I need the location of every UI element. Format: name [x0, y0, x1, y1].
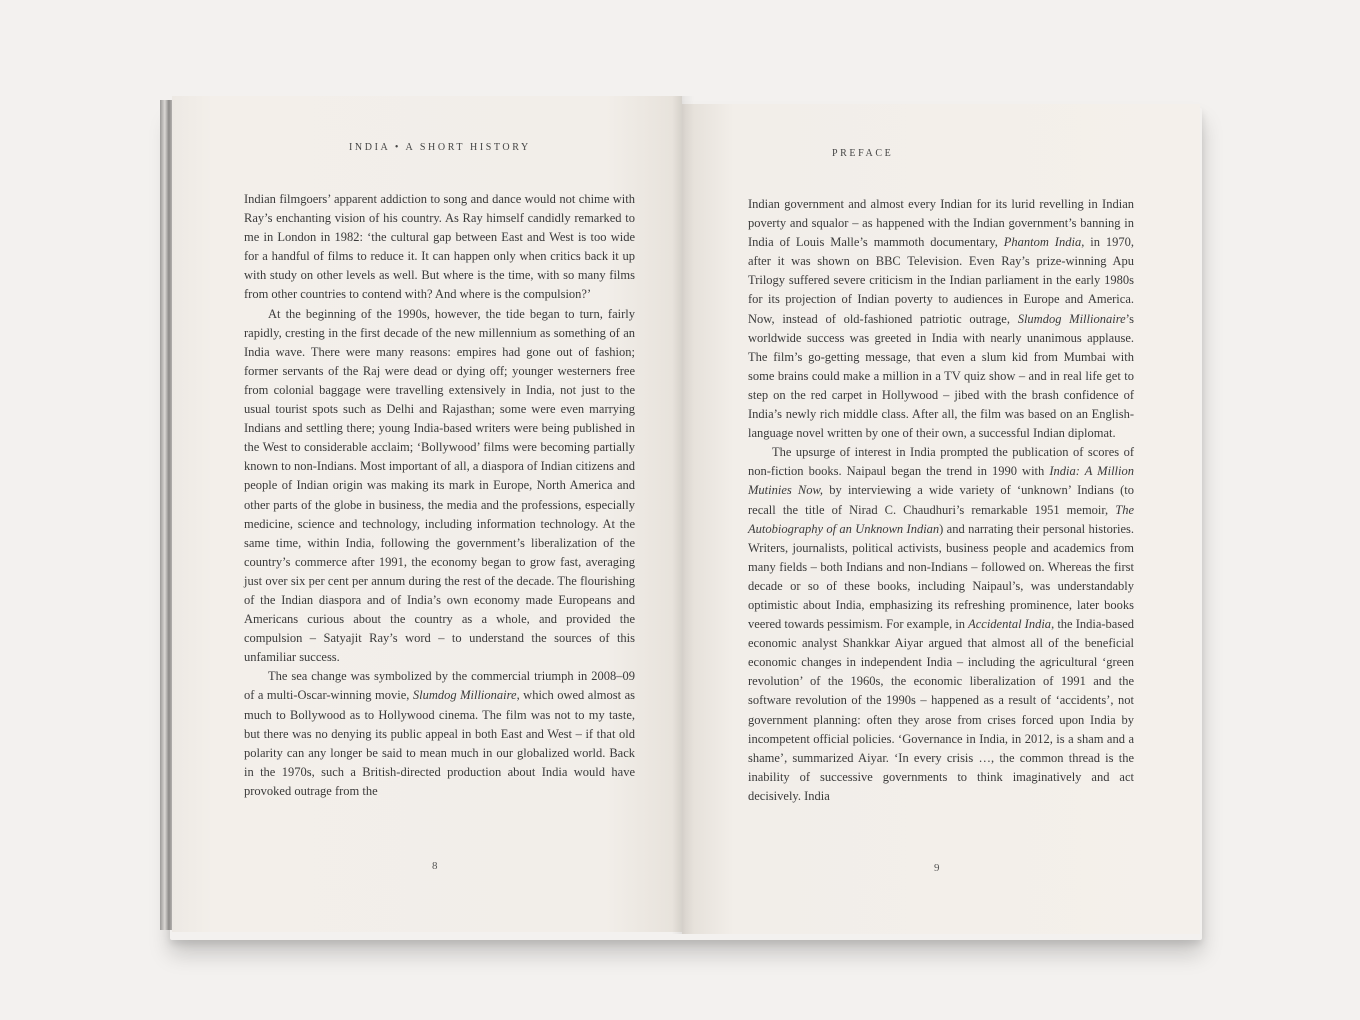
- italic-title: Slumdog Millionaire: [1017, 311, 1126, 326]
- text-run: ’s worldwide success was greeted in India with nearly unanimous applause. The film’s go-getting message, that even a slum kid from Mumbai with some brains could make a million in a TV quiz show – and in real life get to step on the red carpet in Hollywood – jibed with the brash confidence of India’s newly rich middle class. After all, the film was based on an English-language novel written by one of their own, a successful Indian diplomat.: [748, 311, 1134, 441]
- right-paragraph-1: [748, 195, 1134, 443]
- text-run: At the beginning of the 1990s, however, the tide began to turn, fairly rapidly, cresting in the first decade of the new millennium as something of an India wave. There were many reasons: empires had gone out of fashion; former servants of the Raj were dead or dying off; younger westerners free from colonial baggage were travelling extensively in India, not just to the usual tourist spots such as Delhi and Rajasthan; some were even marrying Indians and settling there; young India-based writers were being published in the West to considerable acclaim; ‘Bollywood’ films were becoming partially known to non-Indians. Most important of all, a diaspora of Indian citizens and people of Indian origin was making its mark in Europe, North America and other parts of the globe in business, the media and the professions, especially medicine, science and technology, including information technology. At the same time, within India, following the government’s liberalization of the country’s commerce after 1991, the economy began to grow fast, averaging just over six per cent per annum during the rest of the decade. The flourishing of the Indian diaspora and of India’s own economy made Europeans and Americans curious about the country as a whole, and provided the compulsion – Satyajit Ray’s word – to understand the sources of this unfamiliar success.: [244, 306, 635, 665]
- text-run: , the India-based economic analyst Shankkar Aiyar argued that almost all of the beneficial economic changes in independent India – including the agricultural ‘green revolution’ of the 1960s, the economic liberalization of 1991 and the software revolution of the 1990s – happened as a result of ‘accidents’, not government planning: often they arose from crises forced upon India by incompetent official policies. ‘Governance in India, in 2012, is a sham and a shame’, summarized Aiyar. ‘In every crisis …, the common thread is the inability of successive governments to think imaginatively and act decisively. India: [748, 617, 1135, 803]
- text-run: by interviewing a wide variety of ‘unknown’ Indians (to recall the title of Nirad C. Chaudhuri’s remarkable 1951 memoir,: [748, 483, 1134, 517]
- left-running-head: INDIA • A SHORT HISTORY: [349, 142, 531, 153]
- text-run: The sea change was symbolized by the commercial triumph in 2008–09 of a multi-Oscar-winning movie,: [244, 669, 635, 703]
- left-page-number: 8: [432, 860, 438, 872]
- text-run: Indian filmgoers’ apparent addiction to song and dance would not chime with Ray’s enchanting vision of his country. As Ray himself candidly remarked to me in London in 1982: ‘the cultural gap between East and West is too wide for a handful of films to reduce it. It can happen only when critics back it up with study on other levels as well. But where is the time, with so many films from other countries to contend with? And where is the compulsion?’: [244, 192, 635, 302]
- left-page-text: [244, 190, 635, 801]
- text-run: ) and narrating their personal histories. Writers, journalists, political activists, business people and academics from many fields – both Indians and non-Indians – followed on. Whereas the first decade or so of these books, including Naipaul’s, was understandably optimistic about India, emphasizing its refreshing prominence, later books veered towards pessimism. For example, in: [748, 521, 1134, 632]
- right-page-number: 9: [934, 862, 940, 874]
- italic-title: India: A Million Mutinies Now,: [748, 464, 1134, 498]
- text-run: The upsurge of interest in India prompted the publication of scores of non-fiction books. Naipaul began the trend in 1990 with: [748, 445, 1134, 479]
- text-run: Indian government and almost every Indian for its lurid revelling in Indian poverty and squalor – as happened with the Indian government’s banning in India of Louis Malle’s mammoth documentary,: [748, 197, 1134, 250]
- book-gutter: [672, 96, 694, 934]
- italic-title: Accidental India: [968, 617, 1052, 632]
- text-run: , which owed almost as much to Bollywood as to Hollywood cinema. The film was not to my taste, but there was no denying its public appeal in both East and West – if that old polarity can any longer be said to mean much in our globalized world. Back in the 1970s, such a British-directed production about India would have provoked outrage from the: [244, 688, 636, 798]
- text-run: , in 1970, after it was shown on BBC Television. Even Ray’s prize-winning Apu Trilogy suffered severe criticism in the Indian parliament in the early 1980s for its projection of Indian poverty to audiences in Europe and America. Now, instead of old-fashioned patriotic outrage,: [748, 235, 1134, 326]
- left-paragraph-2: [244, 305, 635, 668]
- right-paragraph-2: [748, 443, 1134, 806]
- right-page-text: [748, 195, 1134, 806]
- left-paragraph-3: [244, 667, 635, 801]
- right-running-head: PREFACE: [832, 148, 894, 159]
- italic-title: Slumdog Millionaire: [412, 688, 517, 703]
- italic-title: The Autobiography of an Unknown Indian: [748, 502, 1134, 536]
- italic-title: Phantom India: [1003, 235, 1082, 250]
- left-paragraph-1: [244, 190, 635, 305]
